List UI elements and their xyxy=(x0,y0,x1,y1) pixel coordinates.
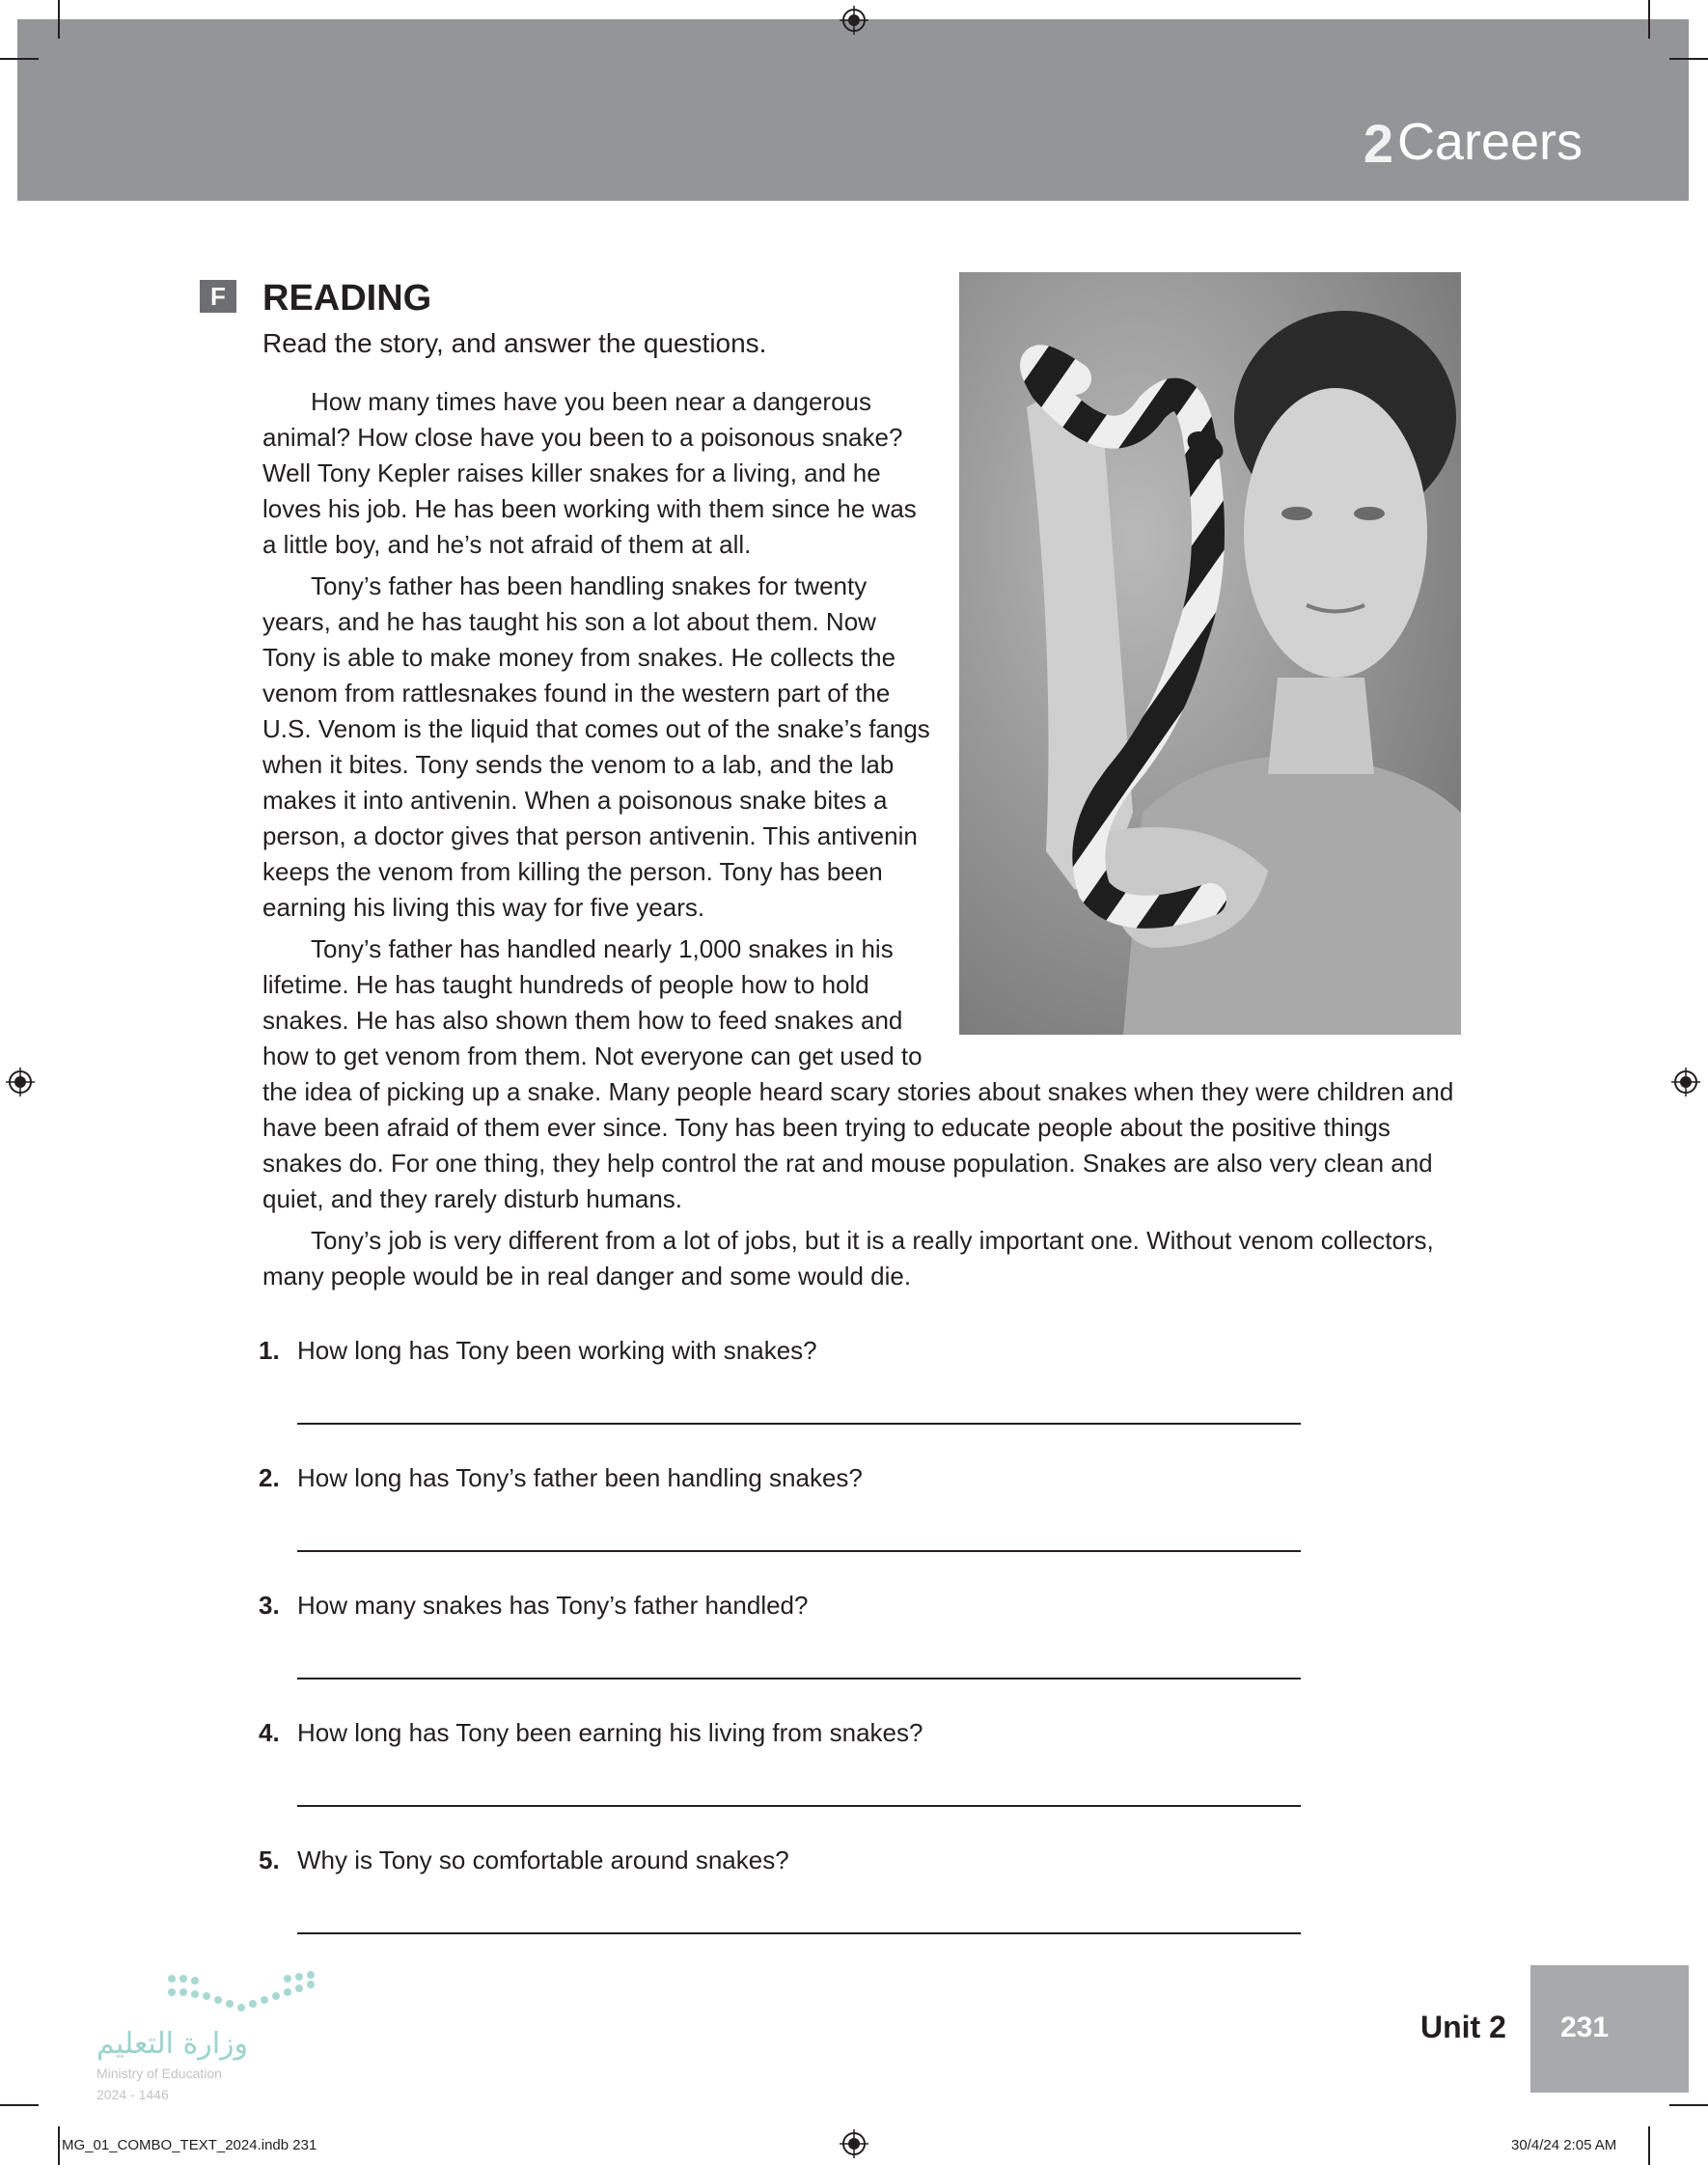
print-slug-date: 30/4/24 2:05 AM xyxy=(1511,2137,1617,2153)
unit-label: Unit 2 xyxy=(1420,2010,1506,2044)
snake-photo xyxy=(959,272,1461,1035)
crop-mark xyxy=(58,0,60,39)
registration-mark-icon xyxy=(840,2129,868,2158)
ministry-logo-dots-icon xyxy=(164,1969,318,2019)
story-paragraph: Tony’s job is very different from a lot of jobs, but it is a really important one. Without venom collectors, many people would be in real danger and some would die. xyxy=(262,1226,1434,1291)
page-number: 231 xyxy=(1559,2012,1610,2043)
answer-line[interactable] xyxy=(297,1423,1301,1425)
answer-line[interactable] xyxy=(297,1932,1301,1934)
story-paragraph: Tony’s father has been handling snakes for twenty years, and he has taught his son a lot about them. Now Tony is able to make money from snakes. He collects the venom from rattlesnakes found in the western part of the U.S. Venom is the liquid that comes out of the snake’s fangs when it bites. Tony sends the venom to a lab, and the lab makes it into antivenin. When a poisonous snake bites a person, a doctor gives that person antivenin. This antivenin keeps the venom from killing the person. Tony has been earning his living this way for five years. xyxy=(262,571,930,922)
ministry-name-english: Ministry of Education xyxy=(96,2066,222,2081)
ministry-year: 2024 - 1446 xyxy=(96,2087,169,2102)
ministry-name-arabic: وزارة التعليم xyxy=(96,2027,249,2061)
crop-mark xyxy=(58,2126,60,2165)
unit-number: 2 xyxy=(1363,113,1393,174)
crop-mark xyxy=(1669,58,1708,60)
question-number: 2. xyxy=(259,1463,280,1492)
print-slug-file: MG_01_COMBO_TEXT_2024.indb 231 xyxy=(62,2137,317,2153)
registration-mark-icon xyxy=(1671,1068,1700,1096)
crop-mark xyxy=(1669,2104,1708,2106)
crop-mark xyxy=(0,58,39,60)
man-holding-snake-image xyxy=(959,272,1461,1035)
instructions: Read the story, and answer the questions. xyxy=(262,328,767,358)
crop-mark xyxy=(1648,0,1650,39)
section-letter-badge: F xyxy=(200,280,236,313)
crop-mark xyxy=(1648,2126,1650,2165)
answer-line[interactable] xyxy=(297,1550,1301,1552)
question-number: 1. xyxy=(259,1336,280,1365)
story-paragraph: Tony’s father has handled nearly 1,000 snakes in his lifetime. He has taught hundreds of people how to hold snakes. He has also shown them how to feed snakes and how to get venom from them. Not everyone can get used to the idea of picking up a snake. Many people heard scary stories about snakes when they were children and have been afraid of them ever since. Tony has been trying to educate people about the positive things snakes do. For one thing, they help control the rat and mouse population. Snakes are also very clean and quiet, and they rarely disturb humans. xyxy=(262,934,1454,1213)
crop-mark xyxy=(0,2104,39,2106)
story-paragraph: How many times have you been near a dangerous animal? How close have you been to a poisonous snake? Well Tony Kepler raises killer snakes for a living, and he loves his job. He has been working with them since he was a little boy, and he’s not afraid of them at all. xyxy=(262,387,917,559)
question-item xyxy=(259,1846,789,1875)
question-item xyxy=(259,1336,817,1366)
question-text: How many snakes has Tony’s father handled? xyxy=(297,1591,809,1620)
answer-line[interactable] xyxy=(297,1805,1301,1807)
registration-mark-icon xyxy=(840,6,868,35)
header-band xyxy=(17,19,1689,201)
story-text xyxy=(262,384,1459,1300)
question-text: How long has Tony’s father been handling snakes? xyxy=(297,1463,863,1492)
question-text: Why is Tony so comfortable around snakes? xyxy=(297,1846,789,1874)
question-item xyxy=(259,1591,808,1621)
answer-line[interactable] xyxy=(297,1678,1301,1679)
unit-title: Careers xyxy=(1396,113,1583,171)
question-number: 3. xyxy=(259,1591,280,1620)
question-item xyxy=(259,1718,923,1748)
question-text: How long has Tony been earning his living from snakes? xyxy=(297,1718,923,1747)
question-text: How long has Tony been working with snakes? xyxy=(297,1336,817,1365)
question-number: 5. xyxy=(259,1846,280,1874)
registration-mark-icon xyxy=(6,1068,35,1096)
question-number: 4. xyxy=(259,1718,280,1747)
section-title: READING xyxy=(262,278,432,319)
question-item xyxy=(259,1463,863,1493)
